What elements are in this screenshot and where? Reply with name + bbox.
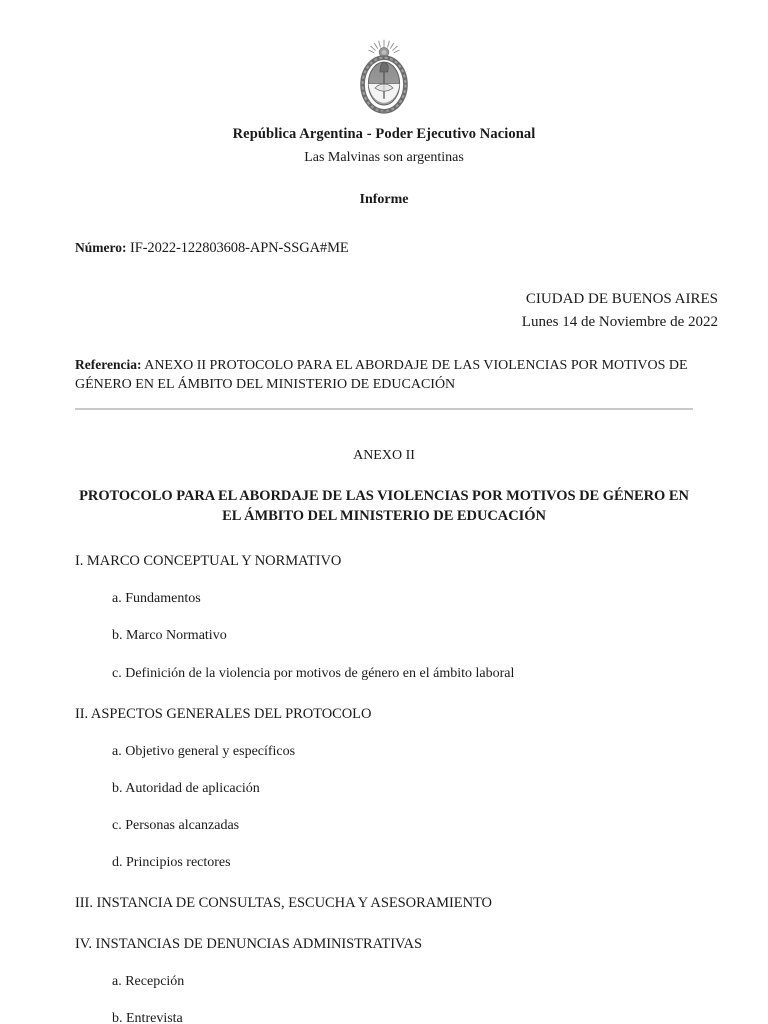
toc-item: c. Personas alcanzadas [112,818,240,833]
national-motto: Las Malvinas son argentinas [304,150,464,166]
document-body [48,448,720,1024]
toc-item: a. Recepción [112,974,185,990]
place-and-date [48,288,720,335]
toc-item: d. Principios rectores [112,855,231,871]
toc-section-heading: I. MARCO CONCEPTUAL Y NORMATIVO [75,553,342,570]
annex-label: ANEXO II [353,448,415,464]
toc-section-heading: IV. INSTANCIAS DE DENUNCIAS ADMINISTRATIVAS [75,936,422,953]
document-date: Lunes 14 de Noviembre de 2022 [521,314,718,331]
header-divider [75,408,693,410]
page-title: PROTOCOLO PARA EL ABORDAJE DE LAS VIOLENCIAS POR MOTIVOS DE GÉNERO EN EL ÁMBITO DEL MINISTERIO DE EDUCACIÓN [79,488,689,524]
argentina-coat-of-arms-icon [357,38,411,122]
organization-title: República Argentina - Poder Ejecutivo Nacional [232,126,536,142]
reference-row [48,356,720,394]
toc-item: b. Autoridad de aplicación [112,780,260,796]
toc-item: a. Fundamentos [112,591,201,607]
toc-item: b. Marco Normativo [112,628,227,644]
toc-section-heading: III. INSTANCIA DE CONSULTAS, ESCUCHA Y ASESORAMIENTO [75,895,492,912]
toc-item: b. Entrevista [112,1011,183,1024]
table-of-contents [75,552,693,1024]
toc-section-heading: II. ASPECTOS GENERALES DEL PROTOCOLO [75,705,372,722]
crest-container [48,0,720,122]
reference-label: Referencia: [75,357,142,373]
toc-item: a. Objetivo general y específicos [112,743,296,759]
document-number-row [48,239,720,258]
document-number-value: IF-2022-122803608-APN-SSGA#ME [130,239,349,256]
city-name: CIUDAD DE BUENOS AIRES [525,290,718,307]
reference-value: ANEXO II PROTOCOLO PARA EL ABORDAJE DE LAS VIOLENCIAS POR MOTIVOS DE GÉNERO EN EL ÁMBITO DEL MINISTERIO DE EDUCACIÓN [75,358,688,392]
toc-item: c. Definición de la violencia por motivos de género en el ámbito laboral [112,665,515,681]
document-kind: Informe [359,191,409,207]
document-number-label: Número: [75,239,127,255]
